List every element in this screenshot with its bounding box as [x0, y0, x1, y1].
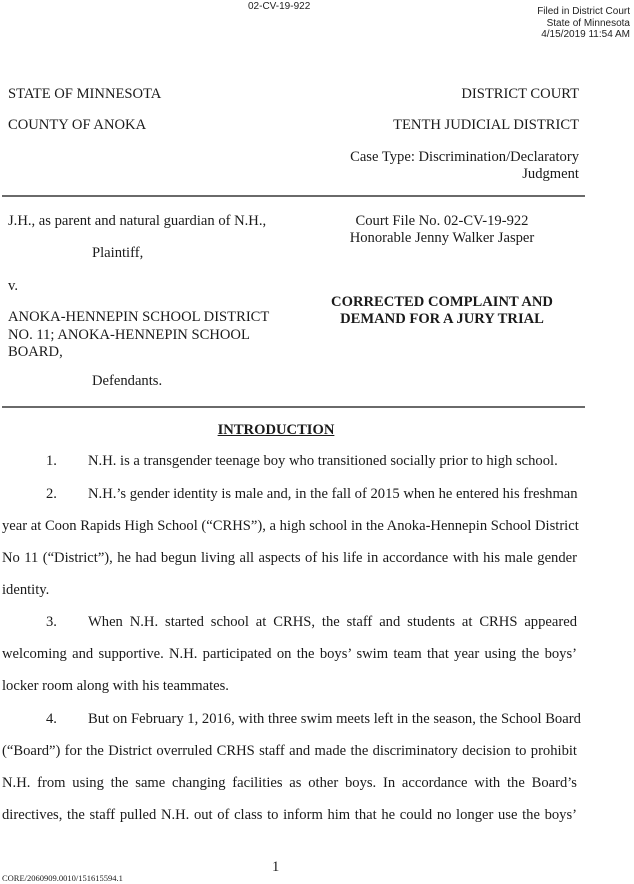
defendant-line: NO. 11; ANOKA-HENNEPIN SCHOOL — [8, 326, 250, 343]
filed-stamp-line: Filed in District Court — [537, 6, 630, 17]
versus-label: v. — [8, 278, 18, 294]
paragraph-text: N.H.’s gender identity is male and, in the fall of 2015 when he entered his freshman — [88, 486, 578, 502]
court-label: DISTRICT COURT — [461, 86, 579, 102]
paragraph-text: No 11 (“District”), he had begun living all aspects of his life in accordance with his male gender — [2, 550, 577, 566]
district-label: TENTH JUDICIAL DISTRICT — [393, 117, 579, 133]
county-label: COUNTY OF ANOKA — [8, 117, 147, 133]
case-type-line: Judgment — [522, 166, 579, 182]
court-file-block — [318, 213, 566, 247]
page-number: 1 — [272, 859, 280, 875]
paragraph-number: 3. — [46, 614, 57, 630]
paragraph-number: 1. — [46, 453, 57, 469]
paragraph-text: But on February 1, 2016, with three swim meets left in the season, the School Board — [88, 711, 581, 727]
state-label: STATE OF MINNESOTA — [8, 86, 162, 102]
document-id: CORE/2060909.0010/151615594.1 — [2, 873, 123, 883]
filed-stamp-line: 4/15/2019 11:54 AM — [541, 29, 630, 40]
paragraph-text: N.H. is a transgender teenage boy who transitioned socially prior to high school. — [88, 453, 558, 469]
paragraph-text: identity. — [2, 582, 50, 598]
document-title-line: CORRECTED COMPLAINT AND — [331, 294, 553, 310]
case-number-header: 02-CV-19-922 — [248, 1, 311, 12]
judge-name: Honorable Jenny Walker Jasper — [349, 230, 535, 246]
case-type — [350, 149, 579, 183]
section-heading: INTRODUCTION — [217, 422, 335, 438]
paragraph-text: locker room along with his teammates. — [2, 678, 229, 694]
document-title — [318, 294, 566, 328]
paragraph-text: welcoming and supportive. N.H. participated on the boys’ swim team that year using the boys’ — [2, 646, 577, 662]
defendant-line: BOARD, — [8, 344, 63, 360]
filed-stamp — [537, 6, 630, 41]
paragraph-number: 2. — [46, 486, 57, 502]
filed-stamp-line: State of Minnesota — [546, 17, 630, 29]
paragraph-number: 4. — [46, 711, 57, 727]
paragraph-text: year at Coon Rapids High School (“CRHS”), a high school in the Anoka-Hennepin School District — [2, 518, 579, 534]
document-title-line: DEMAND FOR A JURY TRIAL — [340, 311, 544, 327]
case-type-line: Case Type: Discrimination/Declaratory — [350, 149, 579, 165]
paragraph-text: When N.H. started school at CRHS, the staff and students at CRHS appeared — [88, 614, 577, 630]
plaintiff-label: Plaintiff, — [92, 245, 144, 261]
caption-bottom-rule — [2, 406, 585, 408]
defendants-label: Defendants. — [92, 373, 163, 389]
paragraph-text: directives, the staff pulled N.H. out of class to inform him that he could no longer use the boys’ — [2, 807, 577, 823]
plaintiff-line: J.H., as parent and natural guardian of N.H., — [8, 213, 267, 229]
court-file-number: Court File No. 02-CV-19-922 — [355, 213, 529, 229]
defendant-names — [8, 309, 269, 362]
defendant-line: ANOKA-HENNEPIN SCHOOL DISTRICT — [8, 309, 270, 325]
paragraph-text: N.H. from using the same changing facilities as other boys. In accordance with the Board’s — [2, 775, 577, 791]
caption-top-rule — [2, 195, 585, 197]
paragraph-text: (“Board”) for the District overruled CRHS staff and made the discriminatory decision to prohibit — [2, 743, 577, 759]
